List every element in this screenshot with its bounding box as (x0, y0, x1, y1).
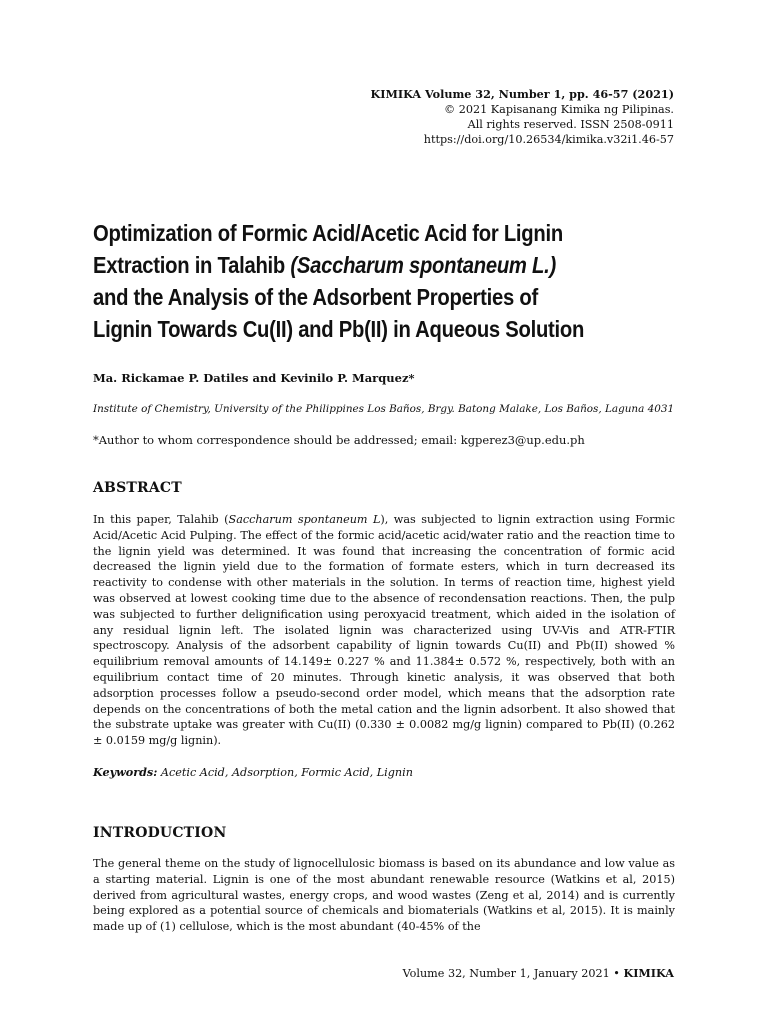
abstract-text-body: ), was subjected to lignin extraction using Formic Acid/Acetic Acid Pulping. The effect of the formic acid/acetic acid/water ratio and the reaction time to the lignin yield was determined. It was found that increasing the concentration of formic acid decreased the lignin yield due to the formation of formate esters, which in turn decreased its reactivity to condense with other materials in the solution. In terms of reaction time, highest yield was observed at lowest cooking time due to the absence of recondensation reactions. Then, the pulp was subjected to further delignification using peroxyacid treatment, which aided in the isolation of any residual lignin left. The isolated lignin was characterized using UV-Vis and ATR-FTIR spectroscopy. Analysis of the adsorbent capability of lignin towards Cu(II) and Pb(II) showed % equilibrium removal amounts of 14.149± 0.227 % and 11.384± 0.572 %, respectively, both with an equilibrium contact time of 20 minutes. Through kinetic analysis, it was observed that both adsorption processes follow a pseudo-second order model, which means that the adsorption rate depends on the concentrations of both the metal cation and the lignin adsorbent. It also showed that the substrate uptake was greater with Cu(II) (0.330 ± 0.0082 mg/g lignin) compared to Pb(II) (0.262 ± 0.0159 mg/g lignin). (93, 513, 675, 748)
doi-link[interactable]: https://doi.org/10.26534/kimika.v32i1.46-57 (423, 133, 674, 146)
keywords-values: Acetic Acid, Adsorption, Formic Acid, Lignin (157, 766, 413, 779)
copyright-line: © 2021 Kapisanang Kimika ng Pilipinas. (444, 103, 674, 116)
journal-citation-block (371, 87, 674, 147)
abstract-text-start: In this paper, Talahib ( (93, 513, 229, 526)
footer-issue: Volume 32, Number 1, January 2021 (402, 967, 610, 980)
title-line-1: Optimization of Formic Acid/Acetic Acid for Lignin (93, 220, 563, 246)
title-line-2 (93, 249, 621, 281)
author-list: Ma. Rickamae P. Datiles and Kevinilo P. Marquez* (93, 371, 415, 385)
abstract-heading: ABSTRACT (93, 480, 182, 496)
title-line-4: Lignin Towards Cu(II) and Pb(II) in Aqueous Solution (93, 316, 585, 342)
introduction-heading: INTRODUCTION (93, 825, 227, 841)
title-species-name: (Saccharum spontaneum L.) (290, 252, 556, 278)
journal-volume-line: KIMIKA Volume 32, Number 1, pp. 46-57 (2021) (370, 87, 674, 101)
keywords-label: Keywords: (93, 765, 158, 779)
title-line-2-text: Extraction in Talahib (93, 252, 291, 278)
title-line-3: and the Analysis of the Adsorbent Properties of (93, 284, 538, 310)
paper-title (93, 217, 621, 345)
footer-journal: KIMIKA (623, 966, 674, 980)
keywords-line (93, 765, 413, 779)
abstract-text (93, 512, 675, 749)
abstract-species-name: Saccharum spontaneum L (228, 513, 381, 526)
correspondence-note: *Author to whom correspondence should be addressed; email: kgperez3@up.edu.ph (93, 433, 585, 447)
affiliation: Institute of Chemistry, University of the Philippines Los Baños, Brgy. Batong Malake, Los Baños, Laguna 4031 (93, 403, 675, 415)
footer-bullet: • (609, 967, 624, 980)
page-footer (403, 966, 674, 980)
rights-issn-line: All rights reserved. ISSN 2508-0911 (467, 118, 674, 131)
introduction-text: The general theme on the study of lignocellulosic biomass is based on its abundance and low value as a starting material. Lignin is one of the most abundant renewable resource (Watkins et al, 2015) derived from agricultural wastes, energy crops, and wood wastes (Zeng et al, 2014) and is currently being explored as a potential source of chemicals and biomaterials (Watkins et al, 2015). It is mainly made up of (1) cellulose, which is the most abundant (40-45% of the (93, 857, 675, 934)
